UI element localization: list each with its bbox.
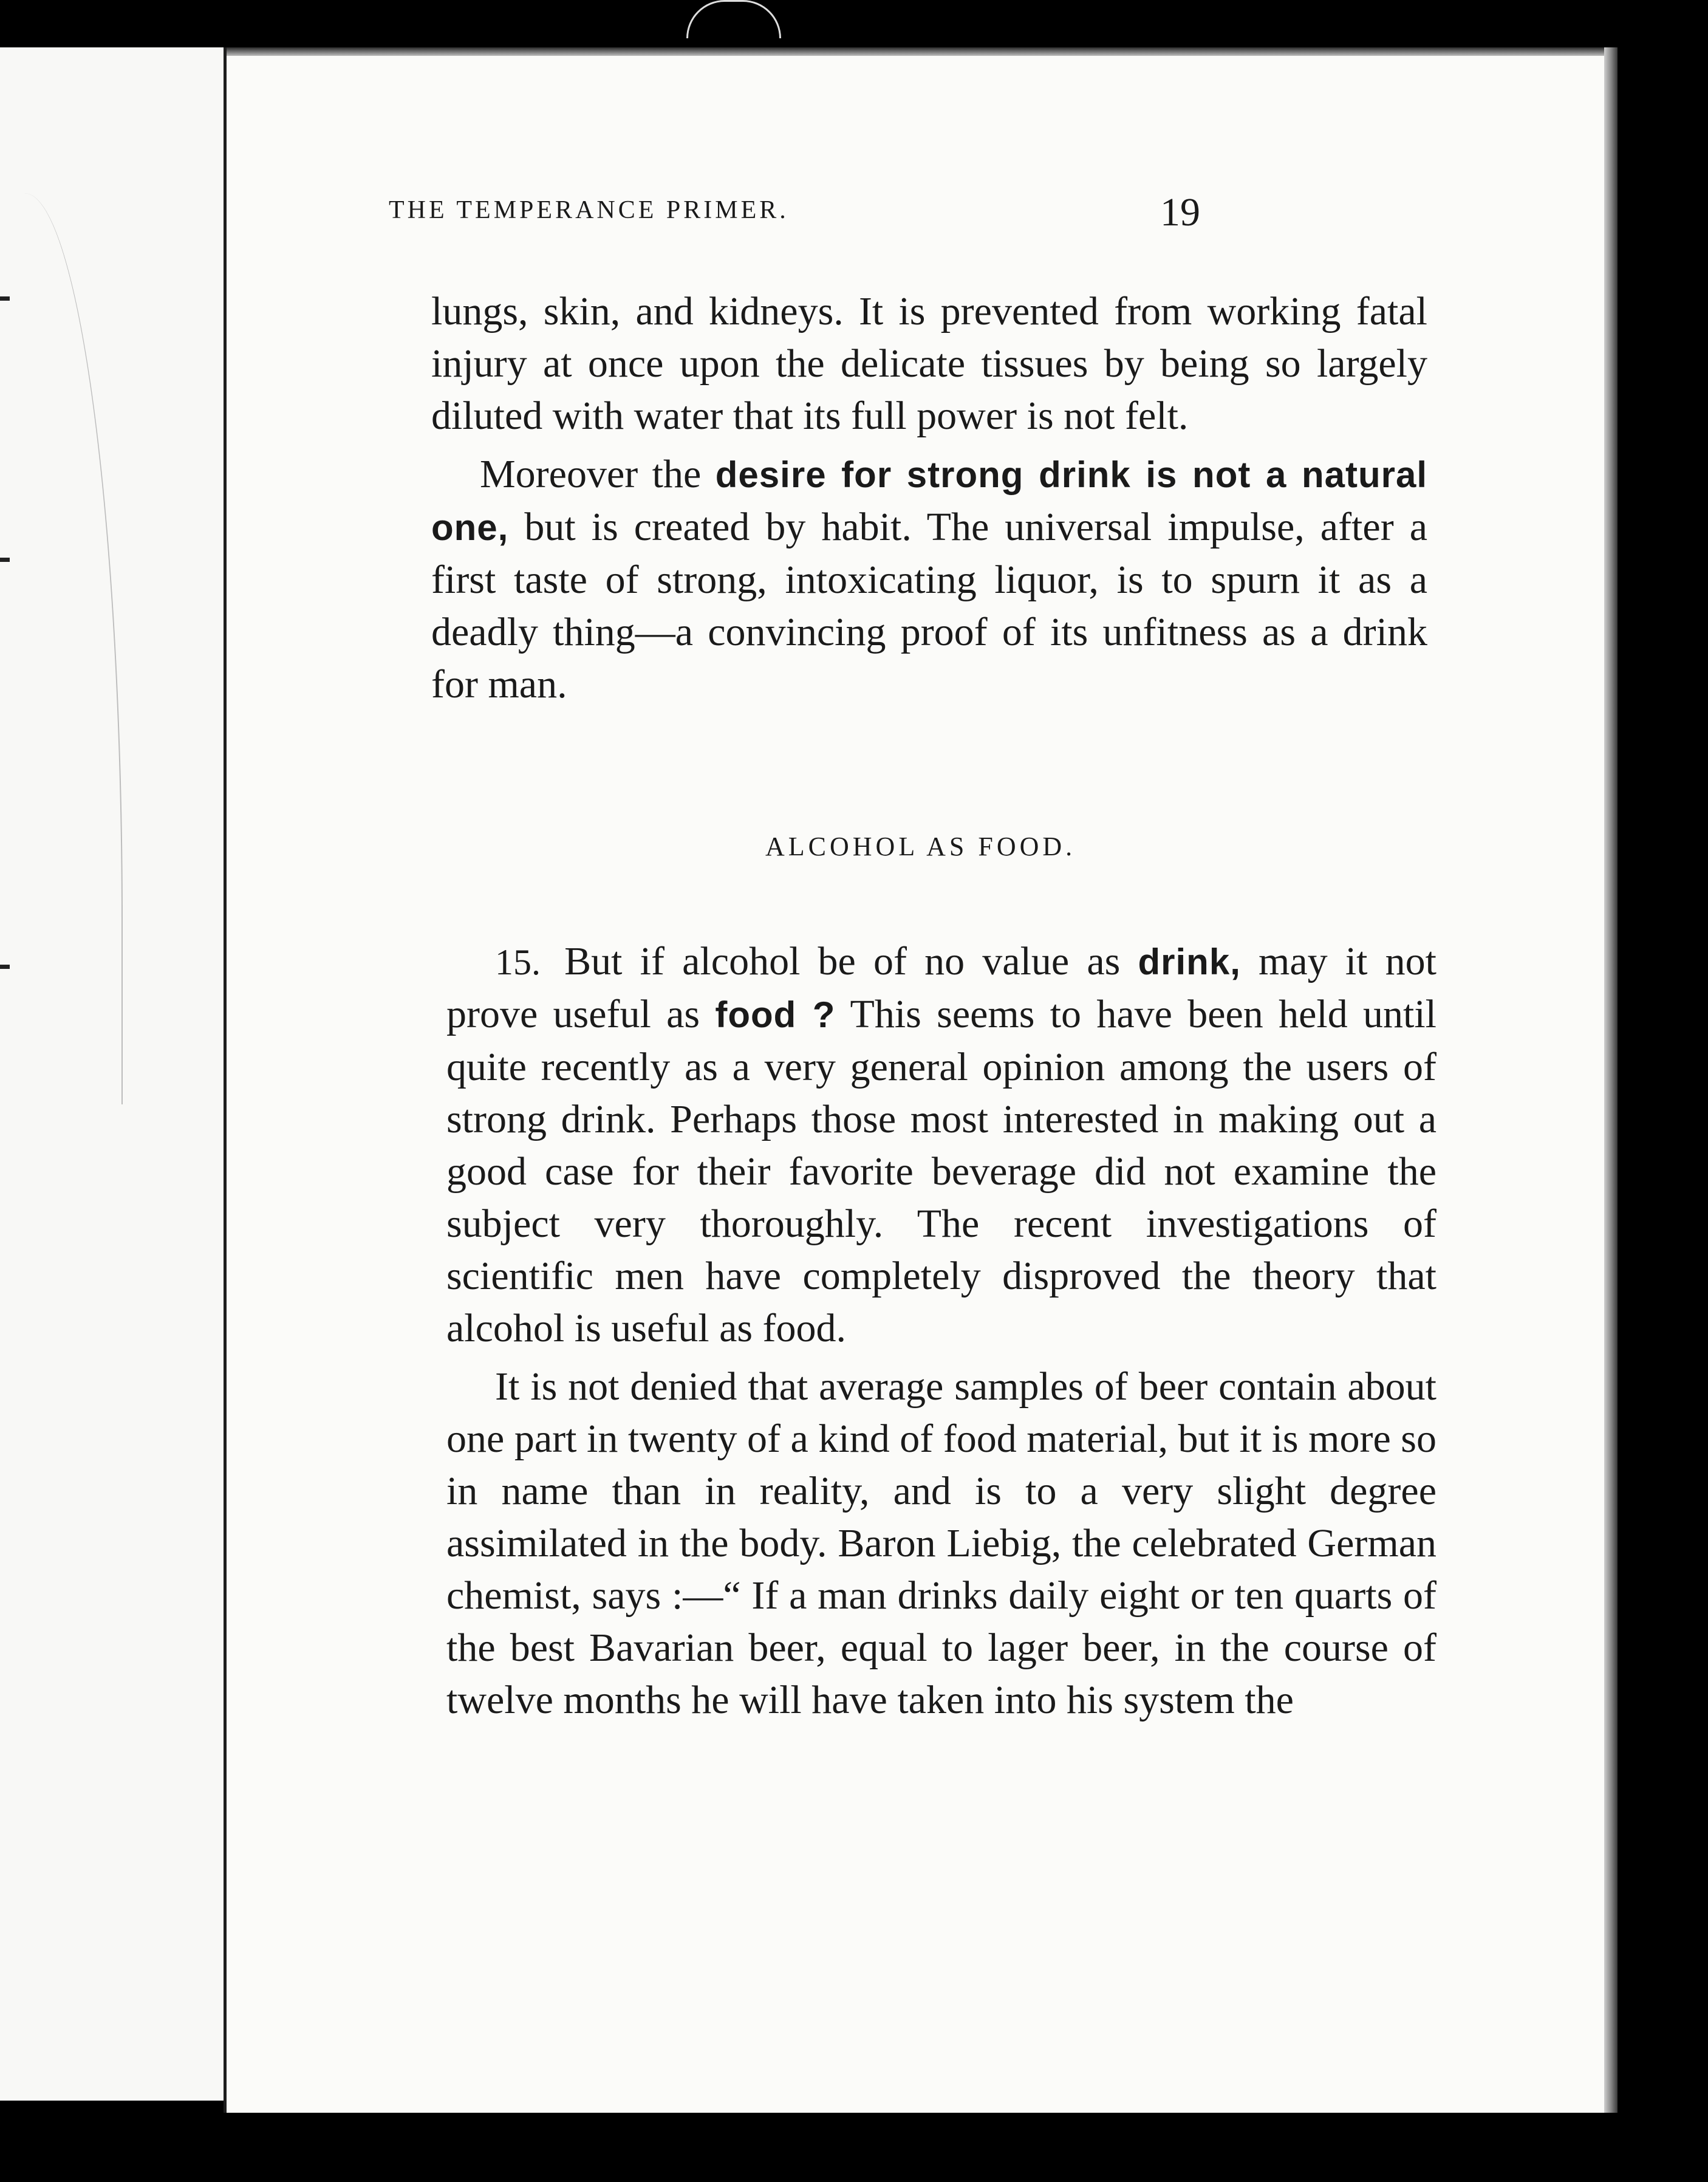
paragraph-15 [446,935,1436,1355]
page-top-edge [227,47,1611,56]
paragraph-rest: but is created by habit. The universal impulse, after a first taste of strong, intoxicating liquor, is to spurn it as a deadly thing—a convincing proof of its unfitness as a drink for man. [431,505,1427,706]
paragraph-text: This seems to have been held until quite recently as a very general opinion among the users of strong drink. Perhaps those most interested in making out a good case for their favorite beverage did not examine the subject very thoroughly. The recent investigations of scientific men have completely disproved the theory that alcohol is useful as food. [446,992,1436,1350]
emphasis-drink: drink, [1138,942,1241,982]
body-text-bottom [446,935,1436,1726]
paragraph-text: But if alcohol be of no value as [547,939,1138,983]
running-head-title: THE TEMPERANCE PRIMER. [389,196,789,224]
binding-mark [0,296,10,301]
section-heading: ALCOHOL AS FOOD. [765,832,1076,861]
paragraph-lead: Moreover the [480,452,716,496]
page-right-edge [1604,47,1617,2113]
paragraph-beer: It is not denied that average samples of beer contain about one part in twenty of a kind of food material, but it is more so in name than in reality, and is to a very slight degree assimilated in the body. Baron Liebig, the celebrated German chemist, says :—“ If a man drinks daily eight or ten quarts of the best Bavarian beer, equal to lager beer, in the course of twelve months he will have taken into his system the [446,1364,1436,1722]
paragraph-continuation: lungs, skin, and kidneys. It is prevented from working fatal injury at once upon the delicate tissues by being so largely diluted with water that its full power is not felt. [431,289,1427,438]
page-fold-shadow [0,193,123,1104]
left-page [0,47,226,2101]
paragraph-moreover [431,448,1427,711]
running-head [389,190,1421,244]
paragraph-text: may it not prove useful as [446,939,1436,1036]
emphasis-text: desire for strong drink is not a natural one, [431,454,1427,548]
binding-mark [0,965,10,969]
binding-mark [0,558,10,562]
page-number: 19 [1160,190,1200,234]
body-text-top [431,286,1427,711]
top-arc-mark [686,0,781,38]
emphasis-food: food ? [715,994,836,1035]
paragraph-number: 15. [495,942,541,982]
